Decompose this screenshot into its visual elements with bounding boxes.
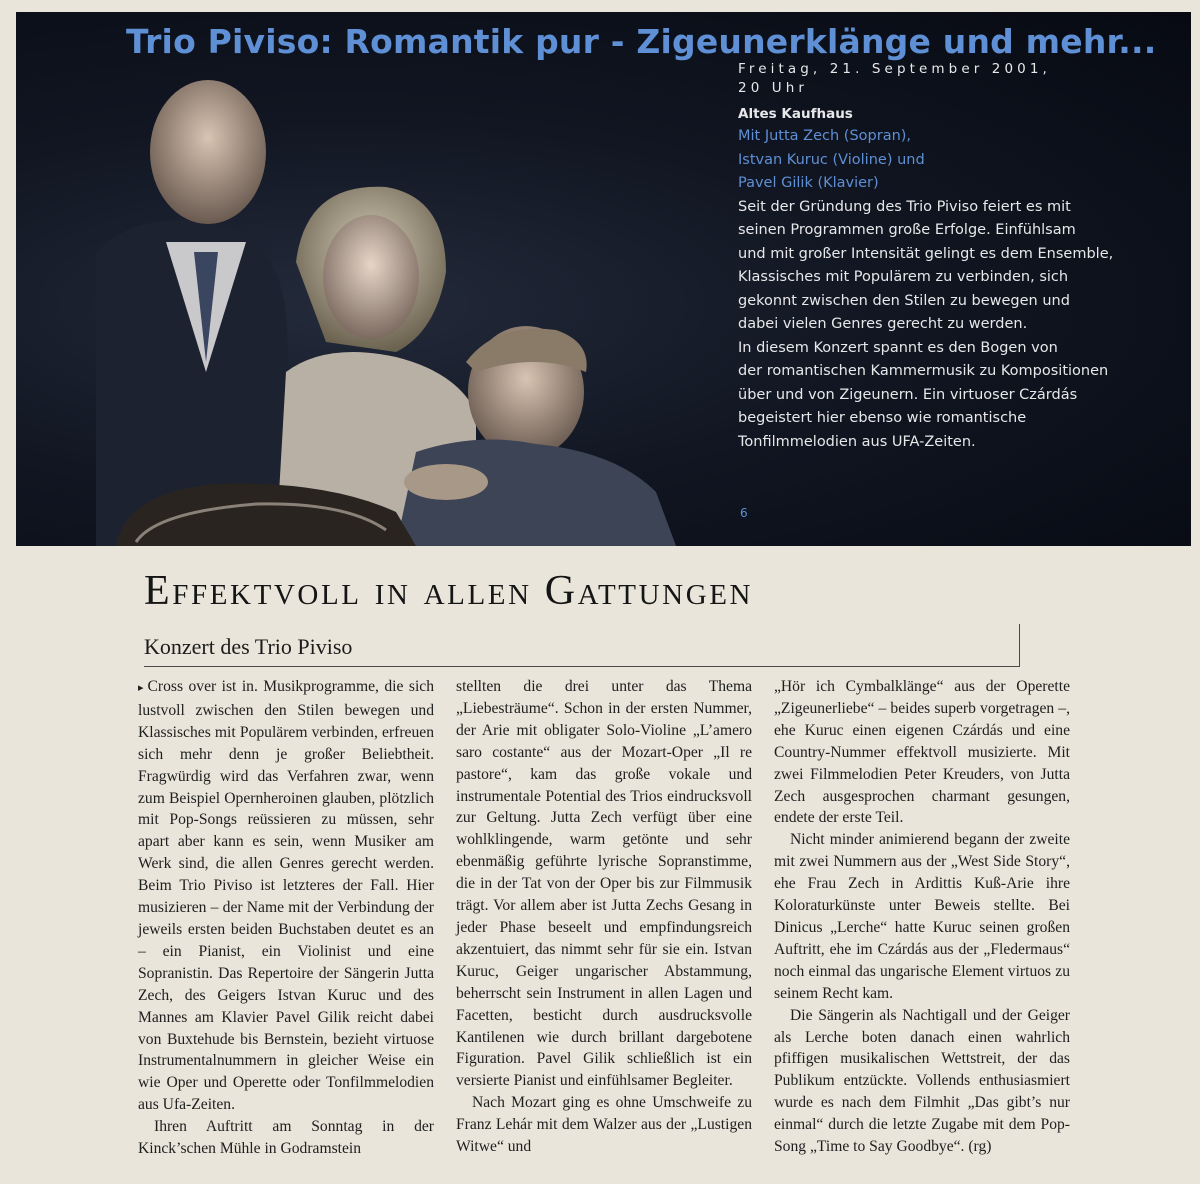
event-cast-line: Pavel Gilik (Klavier) bbox=[738, 175, 879, 191]
article-column-3 bbox=[774, 676, 1070, 1158]
paragraph: Die Sängerin als Nachtigall und der Geiger als Lerche boten danach einen wahrlich pfiffigen musikalischen Wettstreit, der das Publikum entzückte. Vollends enthusiasmiert wurde es nach dem Filmhit „Das gibt’s nur einmal“ durch die letzte Zugabe mit dem Pop-Song „Time to Say Goodbye“. (rg) bbox=[774, 1006, 1070, 1156]
arrow-marker-icon: ▸ bbox=[138, 682, 144, 694]
paragraph bbox=[138, 676, 434, 1116]
paragraph: Ihren Auftritt am Sonntag in der Kinck’schen Mühle in Godramstein bbox=[138, 1118, 434, 1158]
paragraph: stellten die drei unter das Thema „Liebesträume“. Schon in der ersten Nummer, der Arie mit obligater Solo-Violine „L’amero saro costante“ aus der Mozart-Oper „Il re pastore“, kam das große vokale und instrumentale Potential des Trios eindrucksvoll zur Geltung. Jutta Zech verfügt über eine wohlklingende, warm getönte und sehr ebenmäßig geführte lyrische Sopranstimme, die in der Tat von der Oper bis zur Filmmusik trägt. Vor allem aber ist Jutta Zechs Gesang in jeder Phase beseelt und empfindungsreich akzentuiert, das nimmt sehr für sie ein. Istvan Kuruc, Geiger ungarischer Abstammung, beherrscht sein Instrument in allen Lagen und Facetten, besticht durch ausdrucksvolle Kantilenen wie durch brillant dargebotene Figuration. Pavel Gilik schließlich ist ein versierte Pianist und einfühlsamer Begleiter. bbox=[456, 678, 752, 1090]
article-subheadline: Konzert des Trio Piviso bbox=[144, 634, 353, 659]
event-banner bbox=[16, 12, 1191, 546]
article-headline: Effektvoll in allen Gattungen bbox=[144, 568, 754, 614]
event-description-line: seinen Programmen große Erfolge. Einfühlsam bbox=[738, 222, 1076, 238]
event-date: Freitag, 21. September 2001, bbox=[738, 61, 1051, 77]
event-description-line: gekonnt zwischen den Stilen zu bewegen und bbox=[738, 292, 1070, 309]
event-description-line: begeistert hier ebenso wie romantische bbox=[738, 410, 1027, 426]
headline-rule-end bbox=[1019, 624, 1020, 666]
event-cast-line: Mit Jutta Zech (Sopran), bbox=[738, 128, 912, 144]
event-description-line: Tonfilmmelodien aus UFA-Zeiten. bbox=[738, 433, 976, 450]
event-venue: Altes Kaufhaus bbox=[738, 106, 853, 122]
article-column-2 bbox=[456, 676, 752, 1158]
trio-photo bbox=[96, 72, 756, 546]
paragraph: „Hör ich Cymbalklänge“ aus der Operette „Zigeunerliebe“ – beides superb vorgetragen –, ehe Kuruc einen eigenen Czárdás und eine Country-Nummer effektvoll musizierte. Mit zwei Filmmelodien Peter Kreuders, von Jutta Zech ausgesprochen charmant gesungen, endete der erste Teil. bbox=[774, 678, 1070, 827]
paragraph-text: Cross over ist in. Musikprogramme, die sich lustvoll zwischen den Stilen bewegen und Klassisches mit Populärem verbinden, erfreuen sich mehr denn je großer Beliebtheit. Fragwürdig wird das Verfahren zwar, wenn zum Beispiel Opernheroinen glauben, plötzlich mit Pop-Songs reüssieren zu müssen, sehr apart aber kann es sein, wenn Musiker am Werk sind, die allen Genres gerecht werden. Beim Trio Piviso ist letzteres der Fall. Hier musizieren – der Name mit der Verbindung der jeweils ersten beiden Buchstaben deutet es an – ein Pianist, ein Violinist und eine Sopranistin. Das Repertoire der Sängerin Jutta Zech, des Geigers Istvan Kuruc und des Mannes am Klavier Pavel Gilik reicht dabei von Buxtehude bis Bernstein, bezieht virtuose Instrumentalnummern in gleicher Weise ein wie Oper und Operette oder Tonfilmmelodien aus Ufa-Zeiten. bbox=[138, 678, 434, 1114]
banner-title: Trio Piviso: Romantik pur - Zigeunerklänge und mehr... bbox=[126, 22, 1157, 61]
article-column-1 bbox=[138, 676, 434, 1160]
left-page-edge bbox=[0, 0, 16, 1184]
page-number: 6 bbox=[740, 506, 748, 520]
event-description-line: dabei vielen Genres gerecht zu werden. bbox=[738, 316, 1028, 332]
paragraph: Nach Mozart ging es ohne Umschweife zu Franz Lehár mit dem Walzer aus der „Lustigen Witwe“ und bbox=[456, 1094, 752, 1156]
event-description-line: und mit großer Intensität gelingt es dem Ensemble, bbox=[738, 245, 1114, 262]
paragraph: Nicht minder animierend begann der zweite mit zwei Nummern aus der „West Side Story“, ehe Frau Zech in Ardittis Kuß-Arie ihre Koloraturkünste unter Beweis stellte. Bei Dinicus „Lerche“ hatte Kuruc seinen großen Auftritt, ehe im Czárdás aus der „Fledermaus“ noch einmal das ungarische Element virtuos zu seinem Recht kam. bbox=[774, 831, 1070, 1002]
event-description-line: Seit der Gründung des Trio Piviso feiert es mit bbox=[738, 198, 1071, 215]
event-description-line: Klassisches mit Populärem zu verbinden, sich bbox=[738, 269, 1069, 285]
event-description-line: der romantischen Kammermusik zu Kompositionen bbox=[738, 363, 1109, 379]
event-time: 20 Uhr bbox=[738, 80, 809, 96]
event-info bbox=[738, 60, 1178, 454]
headline-rule bbox=[144, 666, 1020, 667]
event-description-line: über und von Zigeunern. Ein virtuoser Czárdás bbox=[738, 386, 1078, 403]
right-page-edge bbox=[1090, 540, 1200, 1184]
event-description-line: In diesem Konzert spannt es den Bogen von bbox=[738, 339, 1058, 356]
event-cast-line: Istvan Kuruc (Violine) und bbox=[738, 151, 925, 168]
